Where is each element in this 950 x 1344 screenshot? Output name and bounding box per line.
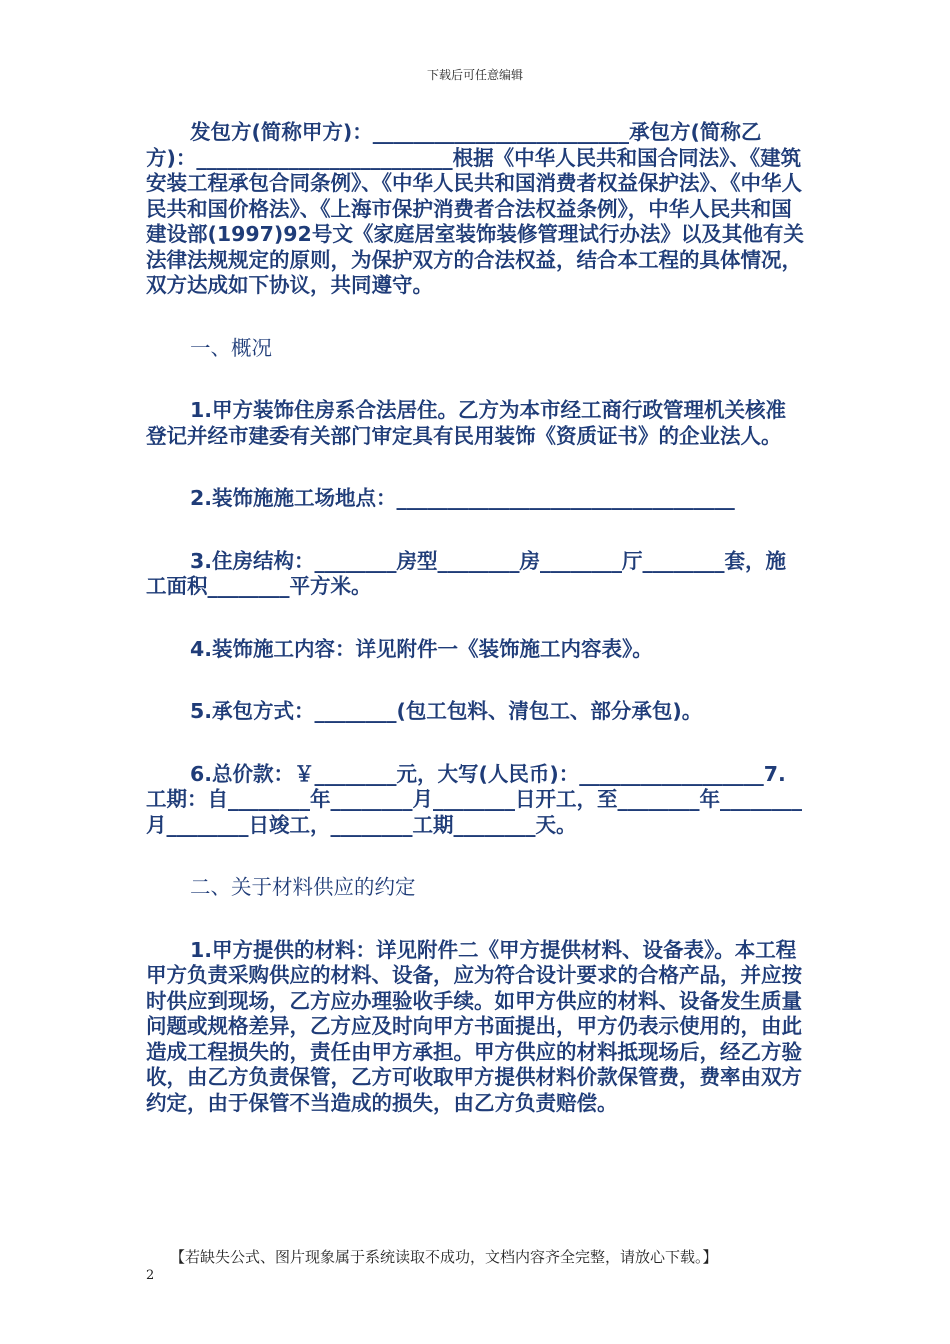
download-notice: 【若缺失公式、图片现象属于系统读取不成功，文档内容齐全完整，请放心下载。】 [170, 1248, 718, 1266]
clause-1-1: 1.甲方装饰住房系合法居住。乙方为本市经工商行政管理机关核准登记并经市建委有关部门审定具有民用装饰《资质证书》的企业法人。 [146, 398, 787, 448]
clause-1-2: 2.装饰施施工场地点：_________________________________ [190, 486, 735, 510]
document-body [146, 120, 806, 1116]
section-heading-overview: 一、概况 [190, 335, 272, 360]
section-heading-materials: 二、关于材料供应的约定 [190, 875, 416, 899]
page-header: 下载后可任意编辑 [426, 68, 523, 82]
clause-1-5: 5.承包方式：________(包工包料、清包工、部分承包)。 [190, 699, 703, 723]
clause-1-3: 3.住房结构：________房型________房________厅________套，施工面积________平方米。 [146, 548, 787, 598]
clause-1-4: 4.装饰施工内容：详见附件一《装饰施工内容表》。 [190, 636, 653, 661]
clause-1-6-7: 6.总价款：￥________元，大写(人民币)：__________________7.工期：自________年________月________日开工，至________年________月________日竣工，________工期________天。 [146, 761, 802, 837]
intro-paragraph: 发包方(简称甲方)：_________________________承包方(简称乙方)：_________________________根据《中华人民共和国合同法》、《建筑安装工程承包合同条例》、《中华人民共和国消费者权益保护法》、《中华人民共和国价格法》、《上海市保护消费者合法权益条例》，中华人民共和国建设部(1997)92号文《家庭居室装饰装修管理试行办法》以及其他有关法律法规规定的原则，为保护双方的合法权益，结合本工程的具体情况，双方达成如下协议，共同遵守。 [146, 120, 804, 297]
page-number: 2 [146, 1268, 155, 1283]
clause-2-1: 1.甲方提供的材料：详见附件二《甲方提供材料、设备表》。本工程甲方负责采购供应的材料、设备，应为符合设计要求的合格产品，并应按时供应到现场，乙方应办理验收手续。如甲方供应的材料、设备发生质量问题或规格差异，乙方应及时向甲方书面提出，甲方仍表示使用的，由此造成工程损失的，责任由甲方承担。甲方供应的材料抵现场后，经乙方验收，由乙方负责保管，乙方可收取甲方提供材料价款保管费，费率由双方约定，由于保管不当造成的损失，由乙方负责赔偿。 [146, 937, 802, 1115]
